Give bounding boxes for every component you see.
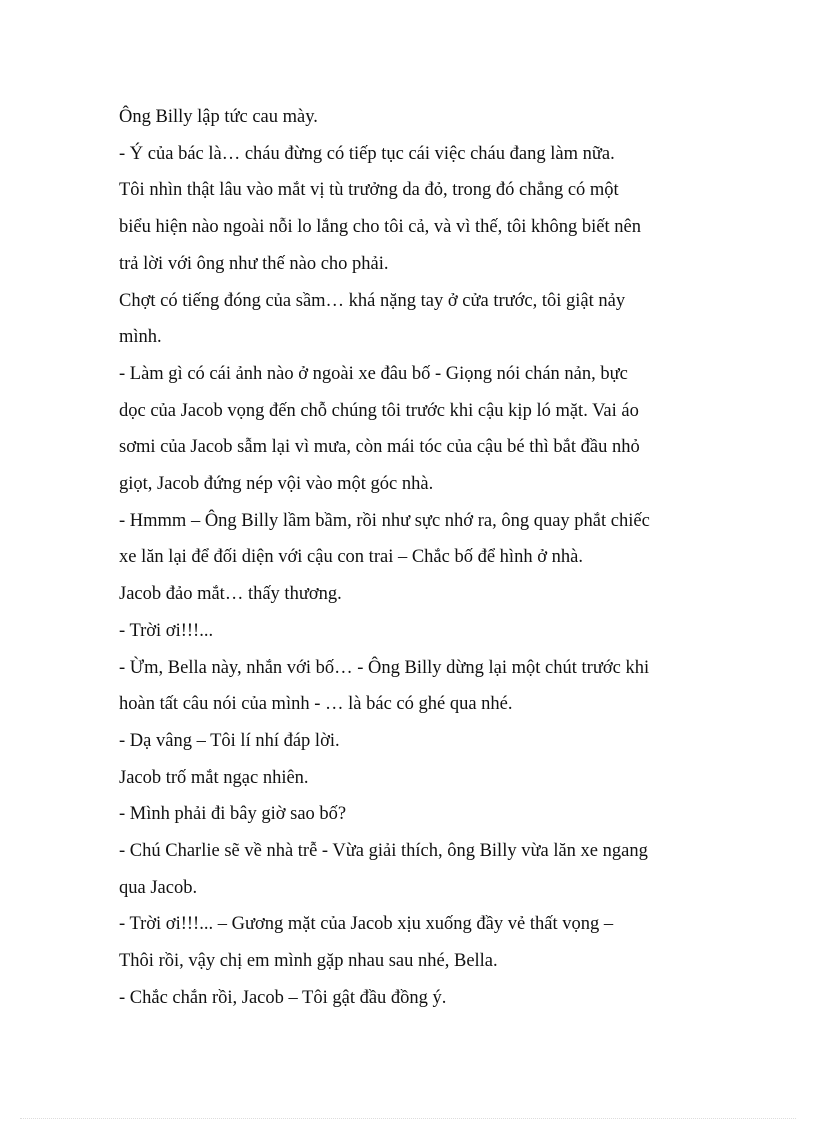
paragraph: - Ừm, Bella này, nhắn với bố… - Ông Billy dừng lại một chút trước khi hoàn tất câu nói của mình - … là bác có ghé qua nhé. xyxy=(119,657,650,715)
paragraph: - Trời ơi!!!... xyxy=(119,620,214,641)
paragraph: Chợt có tiếng đóng của sầm… khá nặng tay ở cửa trước, tôi giật nảy mình. xyxy=(119,290,626,348)
paragraph: Ông Billy lập tức cau mày. xyxy=(119,107,318,127)
paragraph: - Làm gì có cái ảnh nào ở ngoài xe đâu bố - Giọng nói chán nản, bực dọc của Jacob vọng đến chỗ chúng tôi trước khi cậu kịp ló mặt. Vai áo sơmi của Jacob sẫm lại vì mưa, còn mái tóc của cậu bé thì bắt đầu nhỏ giọt, Jacob đứng nép vội vào một góc nhà. xyxy=(119,363,640,495)
paragraph: - Chú Charlie sẽ về nhà trễ - Vừa giải thích, ông Billy vừa lăn xe ngang qua Jacob. xyxy=(119,841,648,898)
paragraph: - Ý của bác là… cháu đừng có tiếp tục cái việc cháu đang làm nữa. xyxy=(119,143,615,164)
page-bottom-divider xyxy=(20,1118,796,1119)
paragraph: - Chắc chắn rồi, Jacob – Tôi gật đầu đồng ý. xyxy=(119,987,447,1008)
body-text xyxy=(119,99,709,1017)
paragraph: Tôi nhìn thật lâu vào mắt vị tù trưởng da đỏ, trong đó chẳng có một biểu hiện nào ngoài nỗi lo lắng cho tôi cả, và vì thế, tôi không biết nên trả lời với ông như thế nào cho phải. xyxy=(119,180,641,274)
paragraph: Jacob đảo mắt… thấy thương. xyxy=(119,584,342,605)
paragraph: - Dạ vâng – Tôi lí nhí đáp lời. xyxy=(119,730,340,751)
paragraph: - Trời ơi!!!... – Gương mặt của Jacob xịu xuống đầy vẻ thất vọng – Thôi rồi, vậy chị em mình gặp nhau sau nhé, Bella. xyxy=(119,914,614,972)
paragraph: - Hmmm – Ông Billy lầm bầm, rồi như sực nhớ ra, ông quay phắt chiếc xe lăn lại để đối diện với cậu con trai – Chắc bố để hình ở nhà. xyxy=(119,510,650,568)
paragraph: - Mình phải đi bây giờ sao bố? xyxy=(119,804,347,825)
paragraph: Jacob trố mắt ngạc nhiên. xyxy=(119,767,309,788)
